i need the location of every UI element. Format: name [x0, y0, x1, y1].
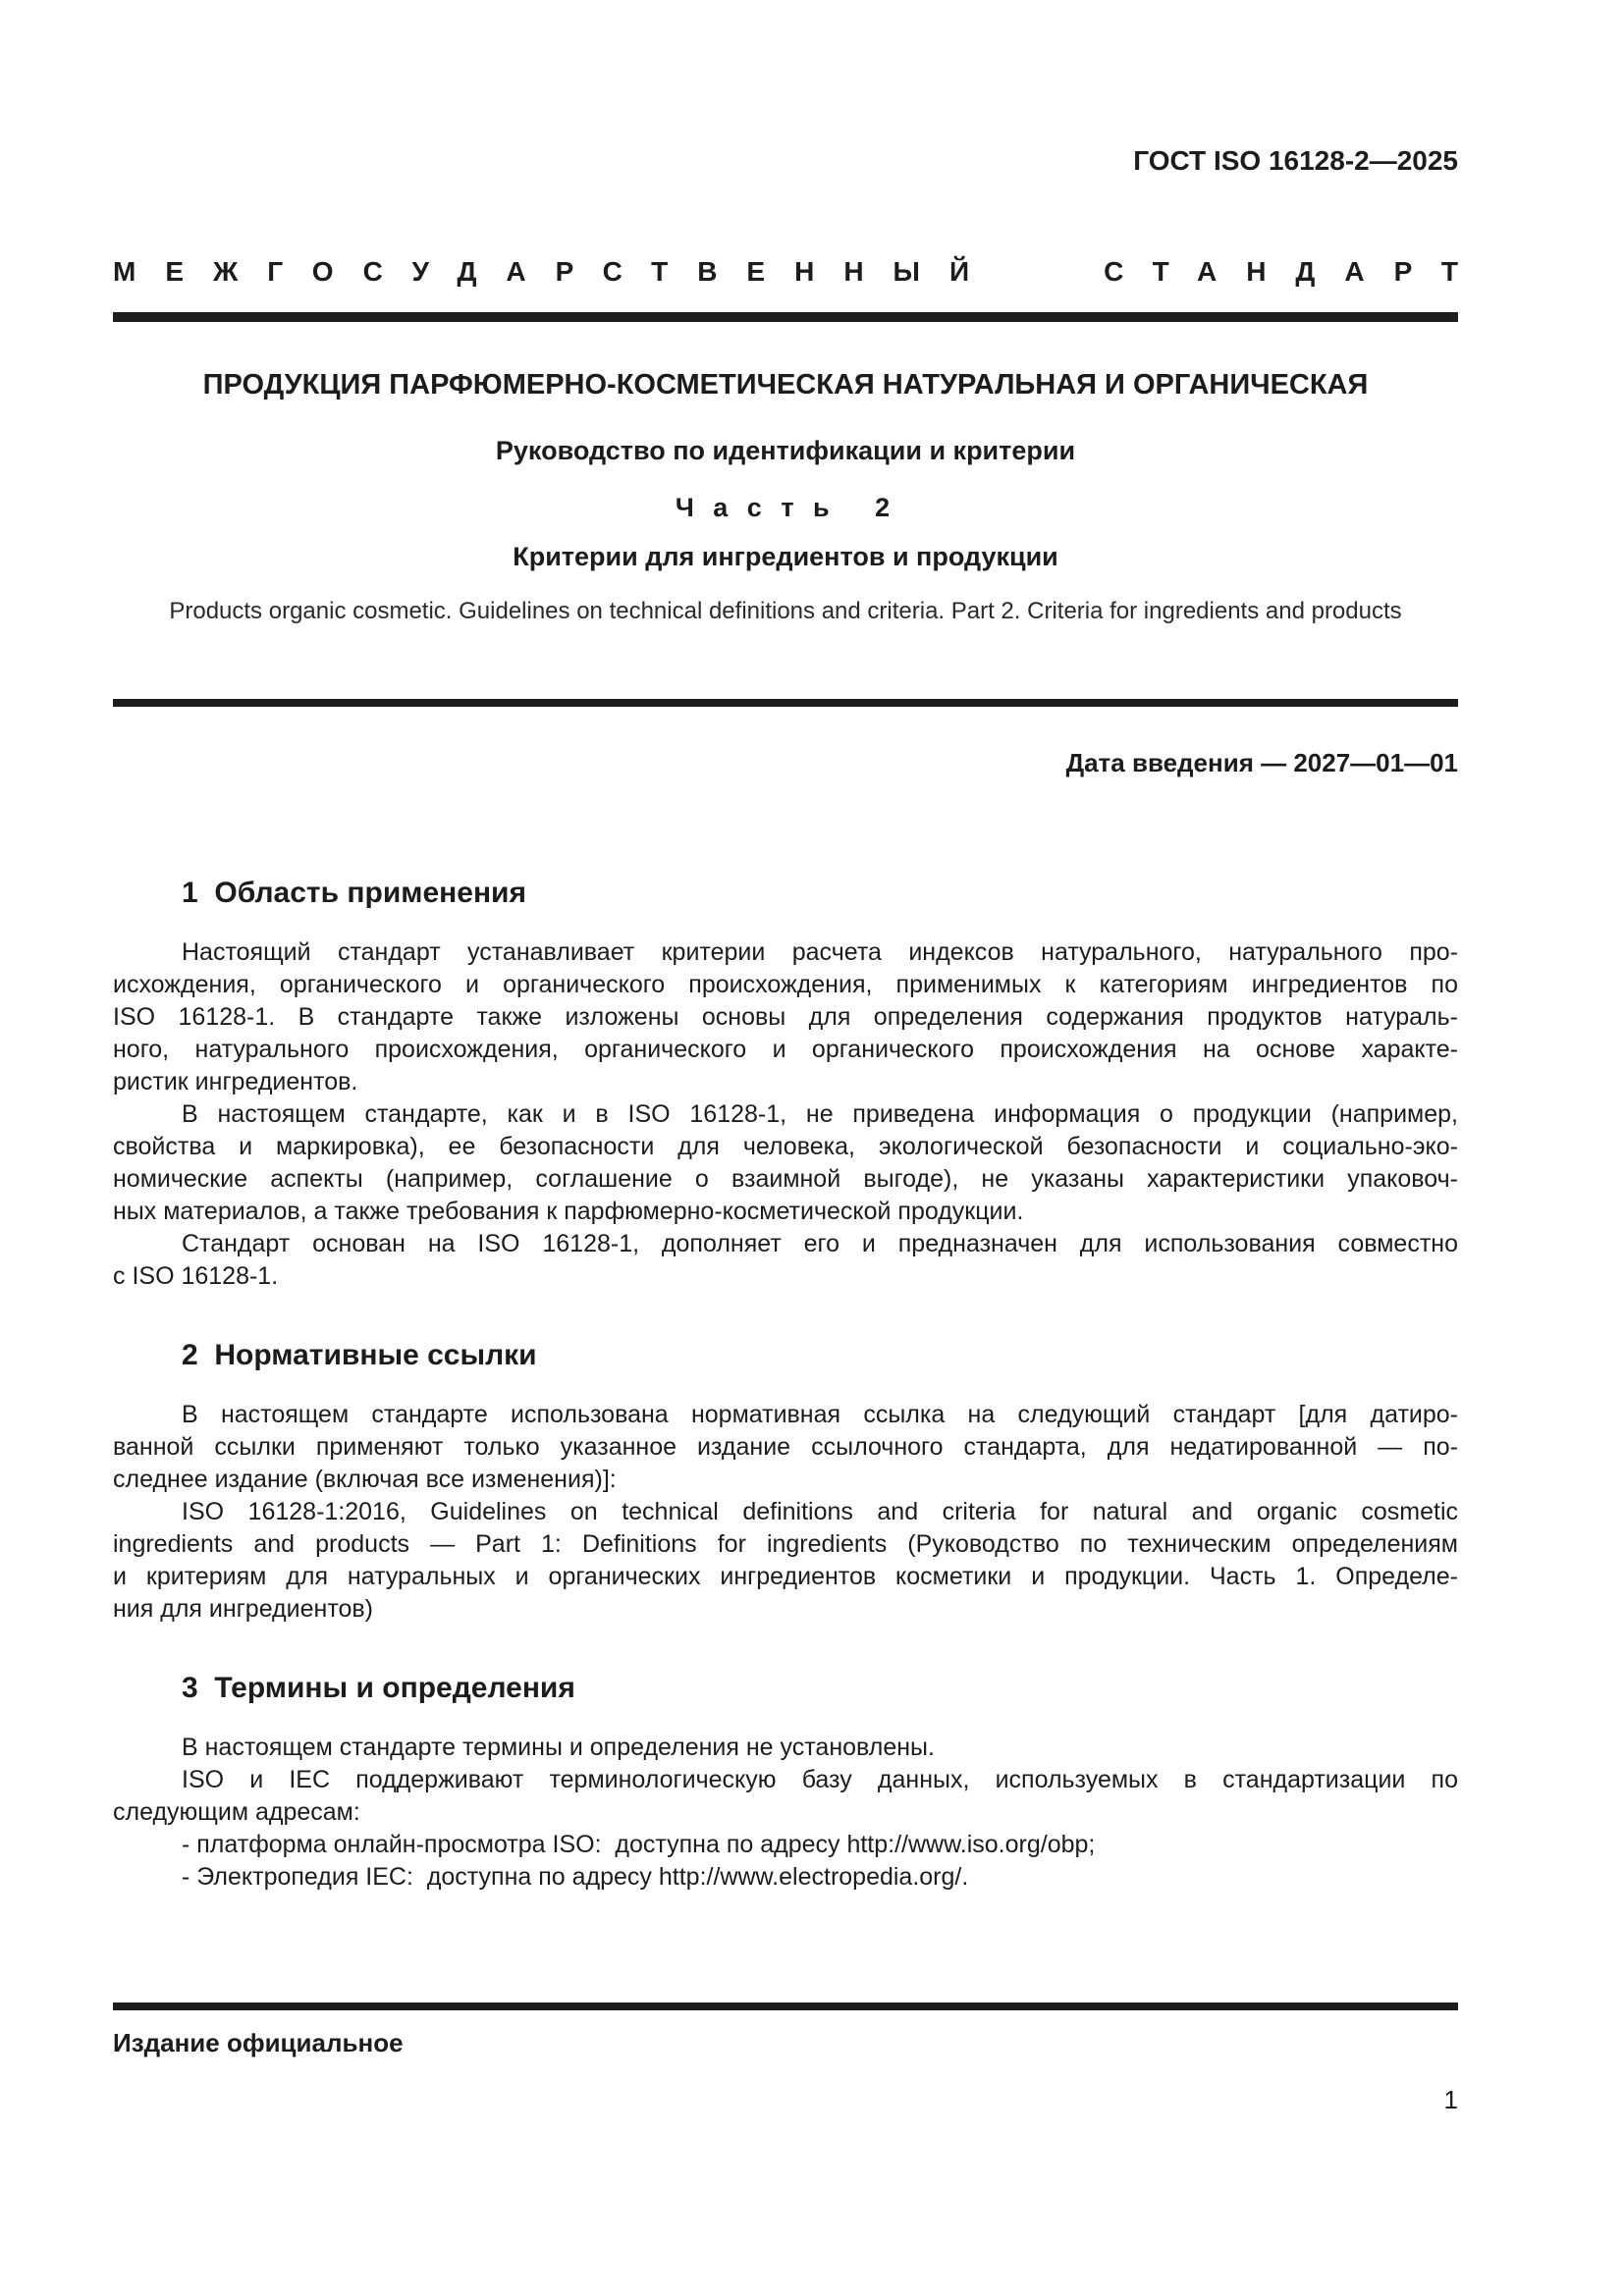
paragraph — [113, 936, 1458, 1098]
text-line: ного, натурального происхождения, органического и органического происхождения на основе характе- — [113, 1036, 1458, 1063]
document-title-english: Products organic cosmetic. Guidelines on technical definitions and criteria. Part 2. Criteria for ingredients and products — [169, 598, 1402, 624]
page-footer — [113, 2002, 1458, 2114]
paragraph — [113, 1399, 1458, 1496]
divider-rule-top — [113, 312, 1458, 322]
document-subtitle: Руководство по идентификации и критерии — [495, 436, 1076, 465]
section-heading: 3 Термины и определения — [182, 1672, 575, 1704]
section-heading: 2 Нормативные ссылки — [182, 1339, 537, 1371]
text-line: ISO и IEC поддерживают терминологическую базу данных, используемых в стандартизации по — [182, 1766, 1458, 1793]
section-heading: 1 Область применения — [182, 877, 527, 909]
page-number: 1 — [1443, 2085, 1458, 2114]
text-line: исхождения, органического и органического происхождения, применимых к категориям ингредиентов по — [113, 971, 1458, 998]
section — [113, 1338, 1458, 1626]
standard-type-band — [113, 255, 1488, 289]
text-line: В настоящем стандарте, как и в ISO 16128-1, не приведена информация о продукции (например, — [182, 1100, 1458, 1128]
paragraph — [113, 1829, 1458, 1861]
text-line: ISO 16128-1:2016, Guidelines on technical definitions and criteria for natural and organic cosmetic — [182, 1498, 1458, 1525]
text-line: - платформа онлайн-просмотра ISO: доступна по адресу http://www.iso.org/obp; — [182, 1831, 1096, 1858]
paragraph — [113, 1861, 1458, 1894]
standard-type-word-1: МЕЖГОСУДАРСТВЕННЫЙ — [113, 256, 1000, 287]
doc-code: ГОСТ ISO 16128-2—2025 — [1133, 145, 1458, 176]
text-line: В настоящем стандарте термины и определения не установлены. — [182, 1734, 935, 1761]
text-line: следнее издание (включая все изменения)]: — [113, 1466, 617, 1493]
standard-type-word-2: СТАНДАРТ — [1104, 256, 1488, 287]
text-line: ния для ингредиентов) — [113, 1595, 374, 1623]
document-body — [113, 830, 1458, 1894]
paragraph — [113, 1496, 1458, 1626]
paragraph — [113, 1228, 1458, 1293]
text-line: с ISO 16128-1. — [113, 1262, 279, 1290]
text-line: - Электропедия IEC: доступна по адресу http://www.electropedia.org/. — [182, 1863, 969, 1891]
part-label: Ч а с т ь 2 — [675, 493, 896, 522]
text-line: ISO 16128-1. В стандарте также изложены основы для определения содержания продуктов натураль- — [113, 1003, 1458, 1031]
text-line: ристик ингредиентов. — [113, 1068, 358, 1095]
text-line: следующим адресам: — [113, 1798, 360, 1826]
text-line: ных материалов, а также требования к парфюмерно-косметической продукции. — [113, 1198, 1024, 1225]
part-title: Критерии для ингредиентов и продукции — [513, 542, 1058, 571]
divider-rule-footer — [113, 2002, 1458, 2010]
text-line: В настоящем стандарте использована нормативная ссылка на следующий стандарт [для датиро- — [182, 1401, 1458, 1428]
text-line: и критериям для натуральных и органических ингредиентов косметики и продукции. Часть 1. Определе- — [113, 1563, 1458, 1590]
paragraph — [113, 1098, 1458, 1228]
text-line: ingredients and products — Part 1: Definitions for ingredients (Руководство по техническим определениям — [113, 1530, 1458, 1558]
section — [113, 876, 1458, 1293]
paragraph — [113, 1764, 1458, 1829]
text-line: свойства и маркировка), ее безопасности для человека, экологической безопасности и социально-эко- — [113, 1133, 1458, 1160]
effective-date: Дата введения — 2027—01—01 — [1065, 748, 1458, 777]
edition-note: Издание официальное — [113, 2028, 404, 2057]
document-title: ПРОДУКЦИЯ ПАРФЮМЕРНО-КОСМЕТИЧЕСКАЯ НАТУРАЛЬНАЯ И ОРГАНИЧЕСКАЯ — [202, 369, 1369, 400]
paragraph — [113, 1732, 1458, 1764]
text-line: Стандарт основан на ISO 16128-1, дополняет его и предназначен для использования совместно — [182, 1230, 1458, 1257]
divider-rule-middle — [113, 699, 1458, 707]
section — [113, 1671, 1458, 1894]
text-line: номические аспекты (например, соглашение о взаимной выгоде), не указаны характеристики упаковоч- — [113, 1165, 1458, 1193]
text-line: ванной ссылки применяют только указанное издание ссылочного стандарта, для недатированной — по- — [113, 1433, 1458, 1461]
text-line: Настоящий стандарт устанавливает критерии расчета индексов натурального, натурального про- — [182, 938, 1458, 966]
